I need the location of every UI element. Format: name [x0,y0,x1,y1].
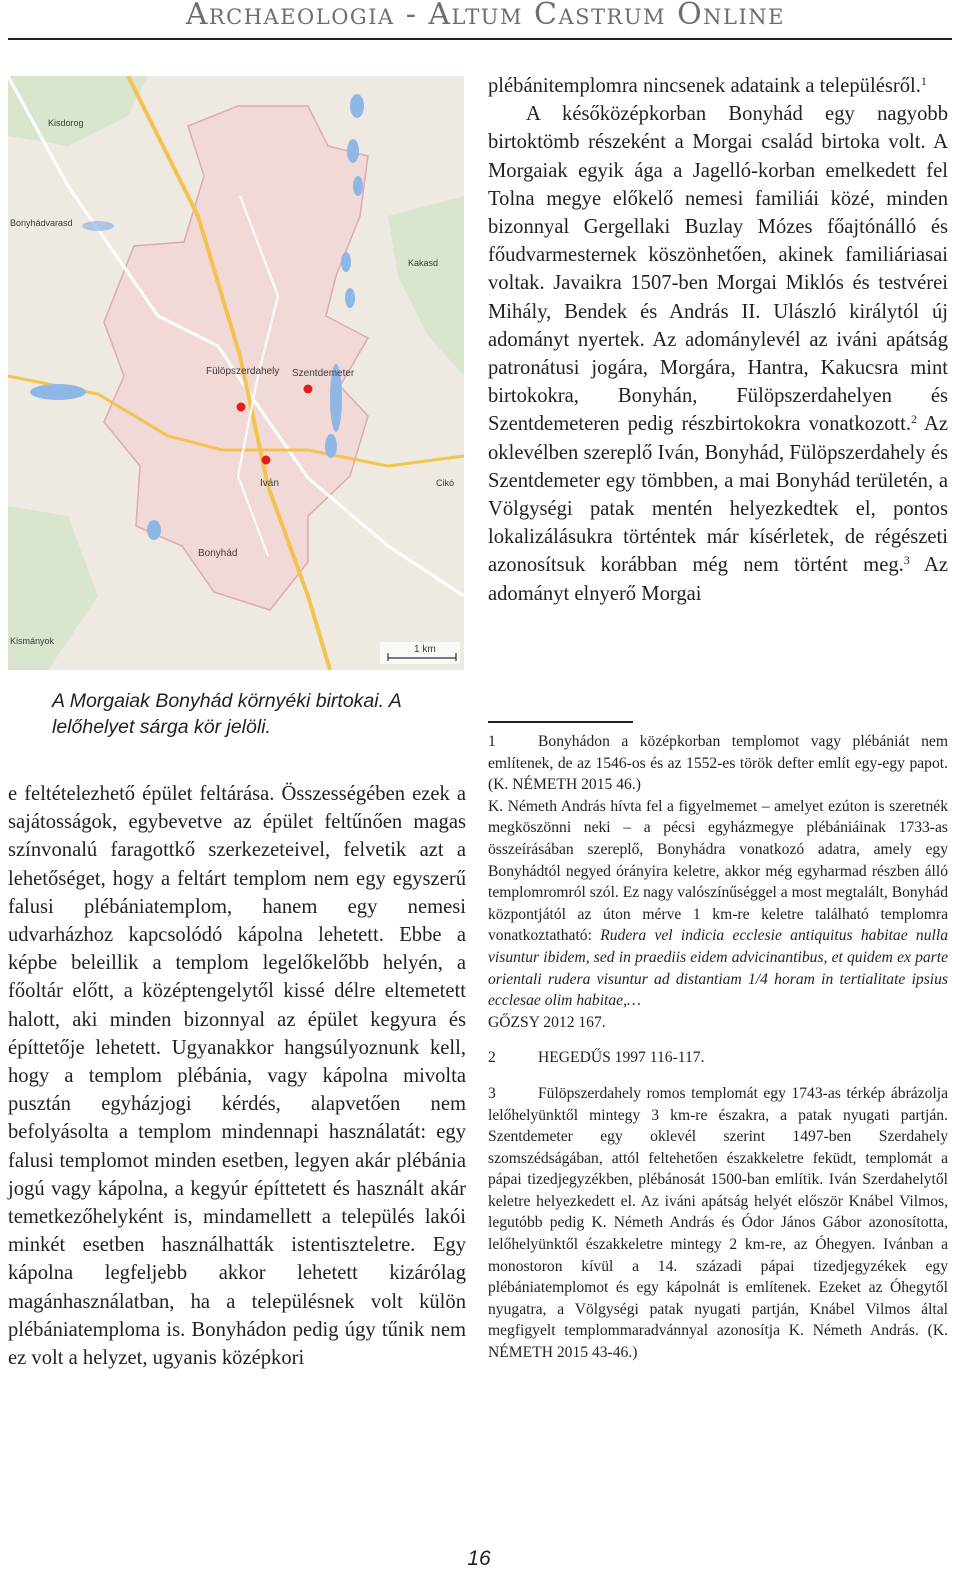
map-scale-label: 1 km [414,644,436,655]
right-paragraph-2 [488,100,948,608]
footnote-1-citation: GŐZSY 2012 167. [488,1013,606,1031]
paragraph-text: A későközépkorban Bonyhád egy nagyobb birtoktömb részeként a Morgai család birtoka volt. A Morgaiak egyik ága a Jagelló-korban emelkedett fel Tolna megye előkelő nemesi familiái közé, minden bizonnyal Gergellaki Buzlay Mózes főajtónálló és főudvarmesternek köszönhetően, akinek familiáriasai voltak. Javaikra 1507-ben Morgai Miklós és testvérei Mihály, Bendek és András II. Ulászló királytól új adományt nyertek. Az adománylevél az iváni apátság patronátusi jogára, Morgára, Hantra, Kakucsra mint birtokokra, Bonyhán, Fülöpszerdahelyen és Szentdemeteren pedig részbirtokokra vonatkozott. [488,103,948,436]
footnote-text: HEGEDŰS 1997 116-117. [538,1049,705,1067]
footnotes [488,731,948,1364]
footnote-latin-quote: Rudera vel indicia ecclesie antiquitus habitae nulla visuntur ibidem, sed in praediis eidem advicinantibus, et quidem ex parte orientali rudera visuntur ad distantiam 1/4 horam in tertialitate ipsius ecclesae olim habitae,… [488,927,948,1010]
map-lake [325,434,337,458]
map-label-bonyhad: Bonyhád [198,548,238,559]
map-lake [147,520,161,540]
right-paragraph-1 [488,72,948,100]
map-label-fulopszerdahely: Fülöpszerdahely [206,366,280,377]
page-number: 16 [467,1547,491,1570]
map-label-bonyhadvarasd: Bonyhádvarasd [10,218,73,228]
map-label-kismanyok: Kismányok [10,636,55,646]
footnote-ref: 3 [903,553,910,568]
map-lake [353,176,363,196]
map-figure [8,76,464,670]
map-image [8,76,464,670]
running-header [0,0,960,40]
footnote-number: 3 [488,1084,496,1102]
footnote-rule [488,721,633,723]
paragraph-text: Az adományt elnyerő Morgai [488,554,948,605]
map-marker-ivan [262,456,271,465]
map-lake [82,221,114,231]
map-label-kakasd: Kakasd [408,258,439,268]
left-column-text: e feltételezhető épület feltárása. Összességében ezek a sajátosságok, egybevetve az épület feltűnően magas színvonalú faragottkő szerkezeteivel, felvetik azt a lehetőséget, hogy a feltárt templom nem egy egyszerű falusi plébániatemplom, hanem egy nemesi udvarházhoz kapcsolódó kápolna lehetett. Ebbe a képbe beleillik a templom legelőkelőbb helyén, a főoltár előtt, a középtengelytől kissé délre eltemetett halott, aki minden bizonnyal az épület kegyura és építtetője lehetett. Ugyanakkor hangsúlyoznunk kell, hogy a templom plébánia, vagy kápolna mivolta pusztán egyházjogi kérdés, alapvetően nem befolyásolta a templom mindennapi használatát: egy falusi templomot minden esetben, legyen akár plébánia jogú vagy kápolna, a kegyúr építtetett és használt akár temetkezőhelyként is, mindamellett a település lakói minkét esetben használhatták istentiszteletre. Egy kápolna legfeljebb akkor lehetett kizárólag magánhasználatban, ha a településnek volt külön plébániatemploma is. Bonyhádon pedig úgy tűnik nem ez volt a helyzet, ugyanis középkori [8,783,466,1370]
map-lake [30,384,86,400]
footnote-text: K. Németh András hívta fel a figyelmemet – amelyet ezúton is szeretnék megköszönni neki – a pécsi egyházmegye plébániáinak 1733-as összeírásában szereplő, Bonyhádra vonatkozó adatra, amely egy Bonyhádtól negyed órányira keletre, akkor még egyharmad részben álló templomromról szól. Ez nagy valószínűséggel a most megtalált, Bonyhád központjától az úton mérve 1 km-re keletre található templomra vonatkoztatható: [488,797,948,945]
map-lake [345,288,355,308]
figure-caption: A Morgaiak Bonyhád környéki birtokai. A lelőhelyet sárga kör jelöli. [52,690,402,738]
map-label-ivan: Iván [260,478,279,489]
paragraph-text: Az oklevélben szereplő Iván, Bonyhád, Fülöpszerdahely és Szentdemeter egy tömbben, a mai Bonyhád területén, a Völgységi patak mentén helyezkedtek el, pontos lokalizálásukra történtek már kísérletek, de régészeti azonosítsuk korábban még nem történt meg. [488,413,948,577]
header-rule [8,38,952,40]
footnote-text: Bonyhádon a középkorban templomot vagy plébániát nem említenek, de az 1546-os és az 1552-es török defter említ egy-egy papot. (K. NÉMETH 2015 46.) [488,733,948,794]
map-lake [350,94,364,118]
map-lake [341,252,351,272]
footnote-number: 2 [488,1049,496,1067]
map-marker-szentdemeter [304,385,313,394]
footnote-text: Fülöpszerdahely romos templomát egy 1743-as térkép ábrázolja lelőhelyünktől mintegy 3 km-re északra, a patak nyugati partján. Szentdemeter egy oklevél szerint 1497-ben Szerdahely szomszédságában, attól feltehetően északkeletre feküdt, templomát a pápai tizedjegyzékben, plébánosát 1500-ban említik. Iván Szerdahelytől keletre helyezkedett el. Az iváni apátság helyét először Knábel Vilmos, legutóbb pedig K. Németh András és Ódor János Gábor azonosította, lelőhelyünktől északkeletre mintegy 2 km-re, az Óhegyen. Ivánban a monostoron kívül a 14. századi pápai tizedjegyzékek egy plébániatemplomot és egy kápolnát is említenek. Ezeket az Óhegytől nyugatra, a Völgységi patak nyugati partján, Knábel Vilmos által megfigyelt templommaradvánnyal azonosítja K. Németh András. (K. NÉMETH 2015 43-46.) [488,1084,948,1362]
footnote-ref: 2 [910,412,917,427]
map-lake [347,139,359,163]
footnote-1-continued [488,796,948,1012]
map-label-ciko: Cikó [436,478,455,488]
footnote-number: 1 [488,733,496,750]
paragraph-text: plébánitemplomra nincsenek adataink a településről. [488,75,921,97]
map-label-szentdemeter: Szentdemeter [292,368,355,379]
map-marker-fulopszerdahely [237,403,246,412]
right-column [488,72,948,608]
footnote-3 [488,1083,948,1364]
map-label-kisdorog: Kisdorog [48,118,84,128]
footnote-ref: 1 [920,74,927,88]
journal-title: Archaeologia - Altum Castrum Online [185,0,785,32]
footnote-2 [488,1047,948,1069]
footnote-1 [488,731,948,796]
